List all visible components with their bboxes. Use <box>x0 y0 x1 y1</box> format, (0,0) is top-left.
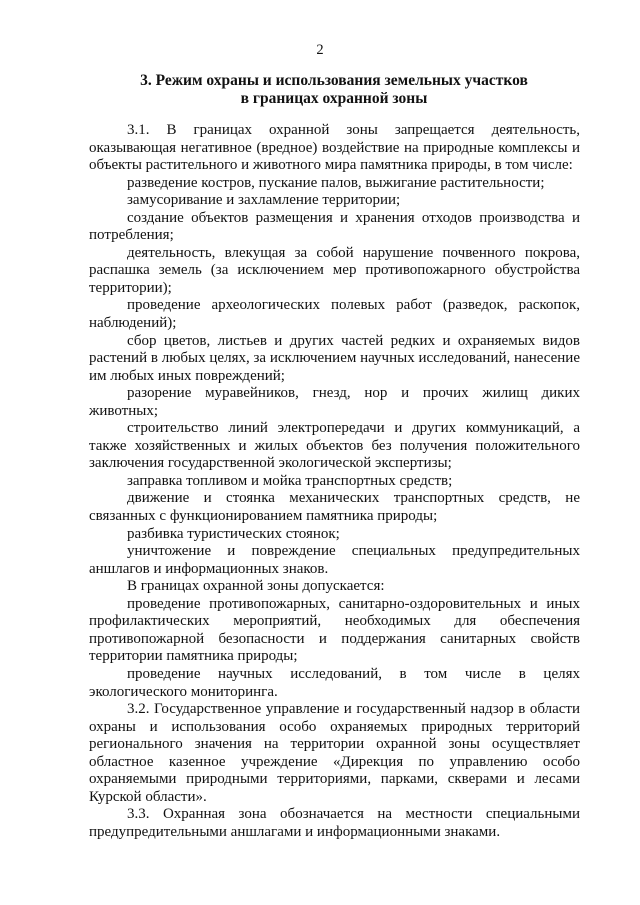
prohibition-item: строительство линий электропередачи и других коммуникаций, а также хозяйственных и жилых объектов без получения положительного заключения государственной экологической экспертизы; <box>89 420 580 472</box>
prohibition-item: разведение костров, пускание палов, выжигание растительности; <box>127 174 545 191</box>
permitted-item: проведение противопожарных, санитарно-оздоровительных и иных профилактических мероприятий, необходимых для обеспечения противопожарной безопасности и поддержания санитарных свойств территории памятника природы; <box>89 595 580 665</box>
prohibition-item: проведение археологических полевых работ (разведок, раскопок, наблюдений); <box>89 297 580 332</box>
paragraph-3-3: 3.3. Охранная зона обозначается на местности специальными предупредительными аншлагами и информационными знаками. <box>89 806 580 840</box>
paragraph-3-2: 3.2. Государственное управление и государственный надзор в области охраны и использования особо охраняемых природных территорий регионального значения на территории охранной зоны осуществляет областное казенное учреждение «Дирекция по управлению особо охраняемыми природными территориями, парками, скверами и лесами Курской области». <box>89 701 580 805</box>
prohibition-item: создание объектов размещения и хранения отходов производства и потребления; <box>89 209 580 244</box>
permitted-intro: В границах охранной зоны допускается: <box>127 578 385 595</box>
section-heading-line-2: в границах охранной зоны <box>240 90 428 107</box>
permitted-item: проведение научных исследований, в том числе в целях экологического мониторинга. <box>89 665 580 700</box>
prohibition-item: сбор цветов, листьев и других частей редких и охраняемых видов растений в любых целях, за исключением научных исследований, нанесение им любых иных повреждений; <box>89 332 580 384</box>
prohibition-item: замусоривание и захламление территории; <box>127 192 401 209</box>
prohibition-item: разбивка туристических стоянок; <box>127 525 340 542</box>
section-heading-line-1: 3. Режим охраны и использования земельных участков <box>140 72 528 89</box>
prohibition-item: деятельность, влекущая за собой нарушение почвенного покрова, распашка земель (за исключением мер противопожарного обустройства территории); <box>89 244 580 296</box>
section-heading <box>88 72 580 108</box>
prohibition-item: уничтожение и повреждение специальных предупредительных аншлагов и информационных знаков. <box>89 543 580 577</box>
page-number: 2 <box>316 42 324 58</box>
paragraph-3-1-intro: 3.1. В границах охранной зоны запрещается деятельность, оказывающая негативное (вредное) воздействие на природные комплексы и объекты растительного и животного мира памятника природы, в том числе: <box>89 122 580 174</box>
prohibition-item: движение и стоянка механических транспортных средств, не связанных с функционированием памятника природы; <box>89 490 580 525</box>
prohibition-item: заправка топливом и мойка транспортных средств; <box>127 472 453 489</box>
section-body <box>89 122 580 841</box>
prohibition-item: разорение муравейников, гнезд, нор и прочих жилищ диких животных; <box>89 385 580 419</box>
